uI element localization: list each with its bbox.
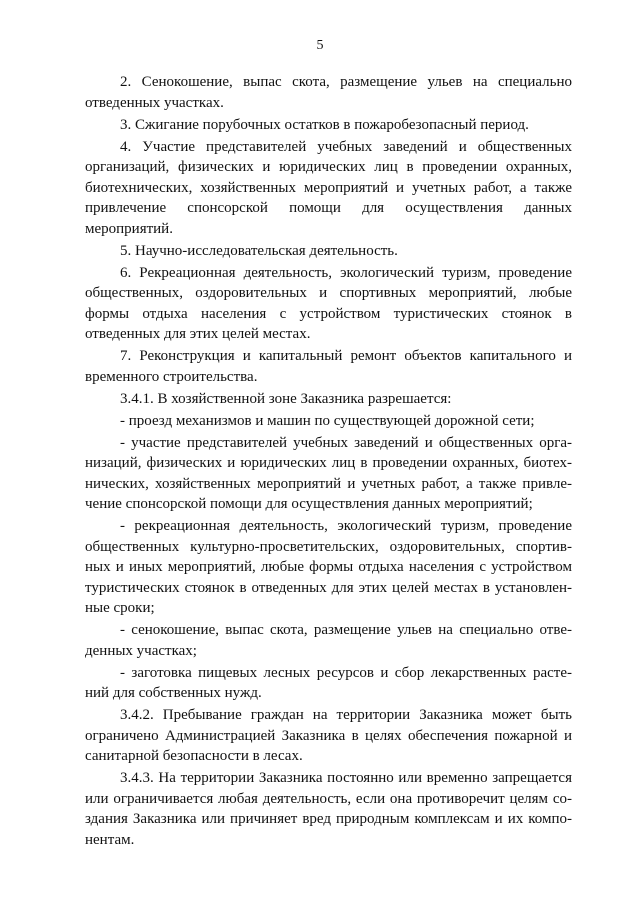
paragraph-line: - проезд механизмов и машин по существующей дорожной сети;	[120, 412, 535, 429]
paragraph	[85, 705, 572, 767]
paragraph-line: - рекреационная деятельность, экологический туризм, проведение	[120, 518, 572, 534]
paragraph	[85, 663, 572, 704]
paragraph-line: 3.4.3. На территории Заказника постоянно или временно запрещается	[120, 770, 572, 786]
paragraph-line: общественных, оздоровительных и спортивных мероприятий, любые	[85, 285, 572, 301]
paragraph-line: общественных культурно-просветительских, оздоровительных, спортив-	[85, 538, 572, 555]
document-body	[85, 72, 572, 852]
paragraph-line: 6. Рекреационная деятельность, экологический туризм, проведение	[120, 264, 572, 281]
paragraph-line: 3.4.1. В хозяйственной зоне Заказника разрешается:	[120, 390, 452, 407]
paragraph	[85, 241, 572, 262]
paragraph-line: - сенокошение, выпас скота, размещение ульев на специально отве-	[120, 622, 572, 638]
paragraph-line: санитарной безопасности в лесах.	[85, 748, 303, 764]
paragraph-line: ные сроки;	[85, 600, 155, 616]
paragraph-line: 3.4.2. Пребывание граждан на территории Заказника может быть	[120, 707, 572, 723]
paragraph-line: ний для собственных нужд.	[85, 685, 262, 701]
paragraph	[85, 263, 572, 345]
paragraph	[85, 768, 572, 850]
paragraph	[85, 620, 572, 661]
paragraph	[85, 411, 572, 432]
paragraph-line: 2. Сенокошение, выпас скота, размещение ульев на специально	[120, 74, 572, 90]
paragraph-line: туристических стоянок в отведенных для этих целей местах в установлен-	[85, 579, 572, 596]
paragraph	[85, 72, 572, 113]
paragraph-line: 7. Реконструкция и капитальный ремонт объектов капитального и	[120, 348, 572, 364]
paragraph-line: привлечение спонсорской помощи для осуществления данных	[85, 200, 572, 216]
paragraph-line: 5. Научно-исследовательская деятельность.	[120, 242, 398, 259]
paragraph	[85, 516, 572, 619]
paragraph-line: 3. Сжигание порубочных остатков в пожаробезопасный период.	[120, 116, 529, 133]
paragraph	[85, 433, 572, 515]
paragraph-line: ограничено Администрацией Заказника в целях обеспечения пожарной и	[85, 727, 572, 744]
paragraph-line: низаций, физических и юридических лиц в проведении охранных, биотех-	[85, 455, 572, 471]
paragraph-line: чение спонсорской помощи для осуществления данных мероприятий;	[85, 496, 533, 512]
paragraph-line: денных участках;	[85, 642, 197, 659]
paragraph-line: биотехнических, хозяйственных мероприятий и учетных работ, а также	[85, 179, 572, 196]
paragraph-line: мероприятий.	[85, 220, 173, 237]
paragraph-line: здания Заказника или причиняет вред природным комплексам и их компо-	[85, 811, 572, 827]
paragraph-line: формы отдыха населения с устройством туристических стоянок в	[85, 305, 572, 322]
paragraph-line: отведенных для этих целей местах.	[85, 326, 311, 342]
paragraph-line: - участие представителей учебных заведений и общественных орга-	[120, 434, 572, 451]
paragraph-line: временного строительства.	[85, 368, 258, 385]
paragraph	[85, 115, 572, 136]
paragraph	[85, 137, 572, 240]
paragraph-line: отведенных участках.	[85, 94, 224, 111]
paragraph-line: нентам.	[85, 831, 135, 848]
paragraph-line: нических, хозяйственных мероприятий и учетных работ, а также привле-	[85, 475, 572, 492]
paragraph-line: ных и иных мероприятий, любые формы отдыха населения с устройством	[85, 559, 572, 575]
paragraph-line: или ограничивается любая деятельность, если она противоречит целям со-	[85, 790, 572, 807]
page-number: 5	[316, 38, 324, 53]
paragraph-line: 4. Участие представителей учебных заведений и общественных	[120, 138, 572, 155]
paragraph-line: организаций, физических и юридических лиц в проведении охранных,	[85, 159, 572, 175]
paragraph	[85, 389, 572, 410]
paragraph-line: - заготовка пищевых лесных ресурсов и сбор лекарственных расте-	[120, 664, 572, 681]
paragraph	[85, 346, 572, 387]
